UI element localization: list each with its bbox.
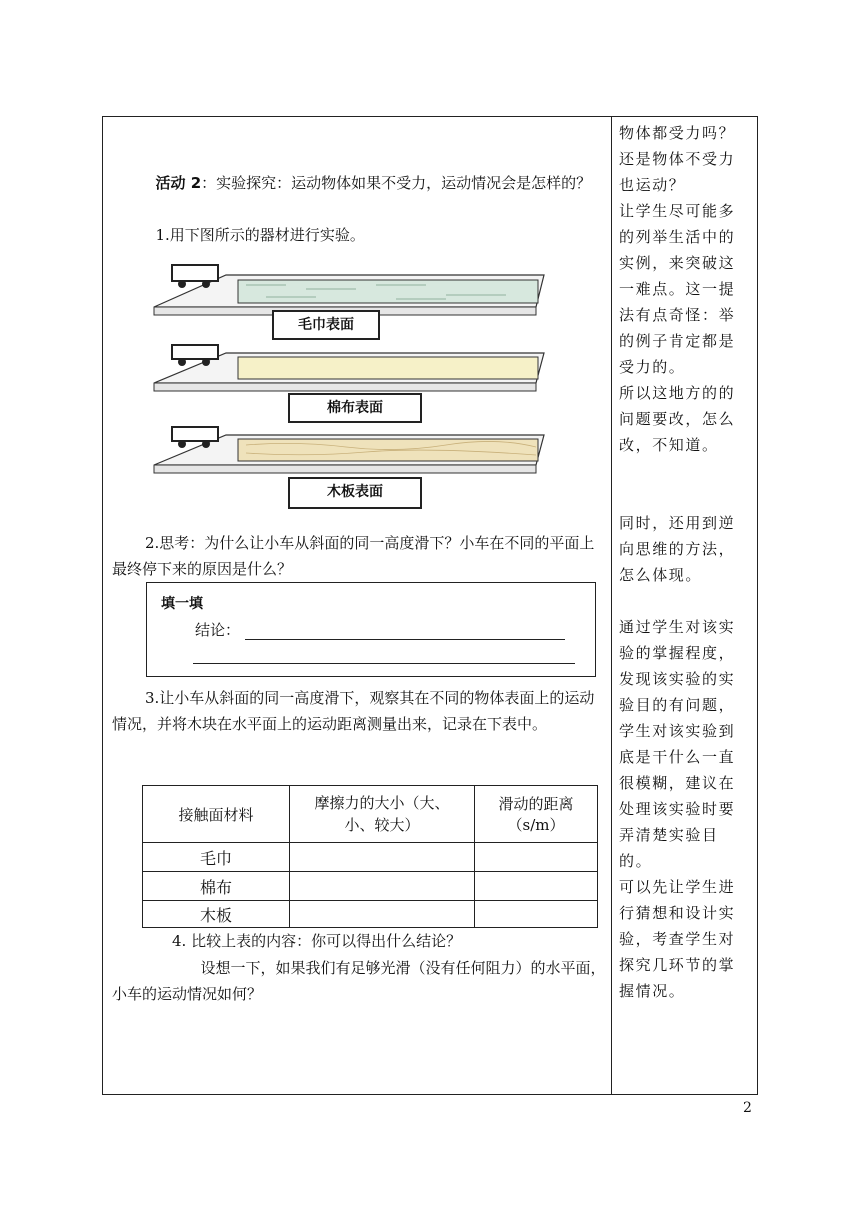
table-header-cell: 接触面材料	[143, 786, 290, 843]
side-note: 物体都受力吗？还是物体不受力也运动？	[619, 124, 736, 194]
table-row	[143, 843, 598, 872]
table-cell-material: 棉布	[143, 872, 290, 901]
ramp-wood-illustration	[146, 425, 546, 480]
table-header-cell: 摩擦力的大小（大、小、较大）	[290, 786, 475, 843]
table-cell-distance[interactable]	[475, 901, 598, 928]
side-note: 让学生尽可能多的列举生活中的实例，来突破这一难点。这一提法有点奇怪：举的例子肯定都是受力的。	[619, 202, 736, 376]
label-towel-surface: 毛巾表面	[272, 310, 380, 340]
results-table	[142, 785, 598, 928]
fill-in-box	[146, 582, 596, 677]
page-number: 2	[743, 1100, 752, 1116]
table-header-row	[143, 786, 598, 843]
activity-heading	[112, 170, 606, 196]
table-row	[143, 901, 598, 928]
table-cell-material: 毛巾	[143, 843, 290, 872]
label-wood-surface: 木板表面	[288, 477, 422, 509]
column-divider	[611, 116, 612, 1095]
fill-in-title: 填一填	[161, 596, 203, 612]
ramp-cotton-illustration	[146, 343, 546, 398]
step-5: 设想一下，如果我们有足够光滑（没有任何阻力）的水平面，小车的运动情况如何？	[112, 959, 606, 1003]
step-1: 1.用下图所示的器材进行实验。	[155, 226, 365, 244]
activity-title-bold: 活动 2	[155, 174, 202, 192]
side-note: 通过学生对该实验的掌握程度，发现该实验的实验目的有问题，学生对该实验到底是干什么一直很模糊，建议在处理该实验时要弄清楚实验目的。	[619, 618, 736, 870]
table-cell-distance[interactable]	[475, 872, 598, 901]
side-notes-column	[619, 118, 751, 1004]
activity-title-rest: ：实验探究：运动物体如果不受力，运动情况会是怎样的？	[201, 174, 592, 192]
conclusion-blank-line-1[interactable]	[245, 639, 565, 640]
table-row	[143, 872, 598, 901]
side-note: 同时，还用到逆向思维的方法，怎么体现。	[619, 514, 736, 584]
table-cell-friction[interactable]	[290, 872, 475, 901]
table-cell-distance[interactable]	[475, 843, 598, 872]
table-cell-friction[interactable]	[290, 843, 475, 872]
table-header-cell: 滑动的距离（s/m）	[475, 786, 598, 843]
step-3: 3.让小车从斜面的同一高度滑下，观察其在不同的物体表面上的运动情况，并将木块在水平面上的运动距离测量出来，记录在下表中。	[112, 689, 595, 733]
table-cell-material: 木板	[143, 901, 290, 928]
conclusion-label: 结论：	[195, 621, 241, 639]
step-4: 4. 比较上表的内容：你可以得出什么结论？	[172, 932, 462, 950]
table-cell-friction[interactable]	[290, 901, 475, 928]
step-2: 2.思考：为什么让小车从斜面的同一高度滑下？小车在不同的平面上最终停下来的原因是什么？	[112, 534, 595, 578]
side-note: 可以先让学生进行猜想和设计实验，考查学生对探究几环节的掌握情况。	[619, 878, 736, 1000]
side-note: 所以这地方的的问题要改，怎么改，不知道。	[619, 384, 736, 454]
conclusion-blank-line-2[interactable]	[193, 663, 575, 664]
label-cotton-surface: 棉布表面	[288, 393, 422, 423]
